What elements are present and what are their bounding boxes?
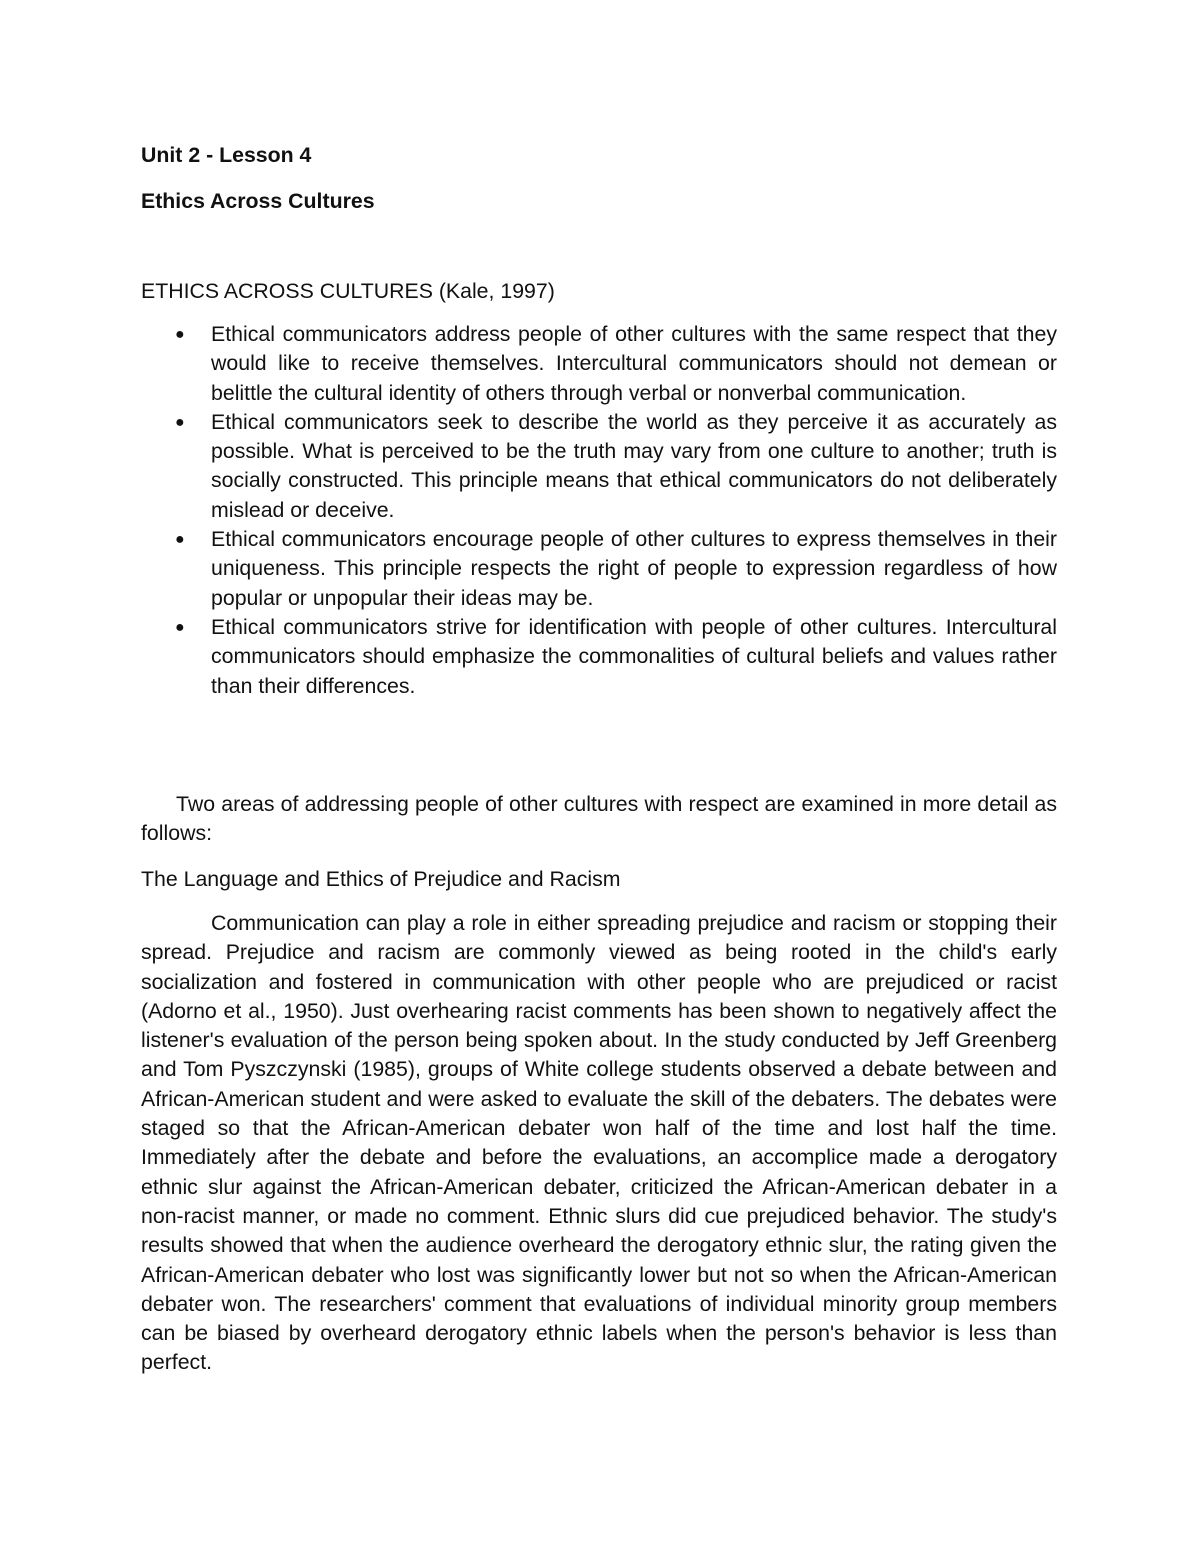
principles-list (141, 320, 1057, 701)
body-paragraph: Communication can play a role in either spreading prejudice and racism or stopping their spread. Prejudice and racism are commonly viewed as being rooted in the child's early socialization and fostered in communication with other people who are prejudiced or racist (Adorno et al., 1950). Just overhearing racist comments has been shown to negatively affect the listener's evaluation of the person being spoken about. In the study conducted by Jeff Greenberg and Tom Pyszczynski (1985), groups of White college students observed a debate between and African-American student and were asked to evaluate the skill of the debaters. The debates were staged so that the African-American debater won half of the time and lost half the time. Immediately after the debate and before the evaluations, an accomplice made a derogatory ethnic slur against the African-American debater, criticized the African-American debater in a non-racist manner, or made no comment. Ethnic slurs did cue prejudiced behavior. The study's results showed that when the audience overheard the derogatory ethnic slur, the rating given the African-American debater who lost was significantly lower but not so when the African-American debater won. The researchers' comment that evaluations of individual minority group members can be biased by overheard derogatory ethnic labels when the person's behavior is less than perfect. (141, 911, 1057, 1375)
list-item: ● Ethical communicators encourage people of other cultures to express themselves in their uniqueness. This principle respects the right of people to expression regardless of how popular or unpopular their ideas may be. (141, 525, 1057, 613)
unit-title: Unit 2 - Lesson 4 (141, 143, 312, 167)
list-item: ● Ethical communicators strive for identification with people of other cultures. Intercultural communicators should emphasize the commonalities of cultural beliefs and values rather than their differences. (141, 613, 1057, 701)
section-heading: ETHICS ACROSS CULTURES (Kale, 1997) (141, 279, 555, 303)
intro-paragraph: Two areas of addressing people of other cultures with respect are examined in more detail as follows: (141, 792, 1057, 846)
subheading: The Language and Ethics of Prejudice and Racism (141, 867, 621, 891)
list-item: ● Ethical communicators address people of other cultures with the same respect that they would like to receive themselves. Intercultural communicators should not demean or belittle the cultural identity of others through verbal or nonverbal communication. (141, 320, 1057, 408)
lesson-title: Ethics Across Cultures (141, 189, 375, 213)
list-item: ● Ethical communicators seek to describe the world as they perceive it as accurately as possible. What is perceived to be the truth may vary from one culture to another; truth is socially constructed. This principle means that ethical communicators do not deliberately mislead or deceive. (141, 408, 1057, 525)
